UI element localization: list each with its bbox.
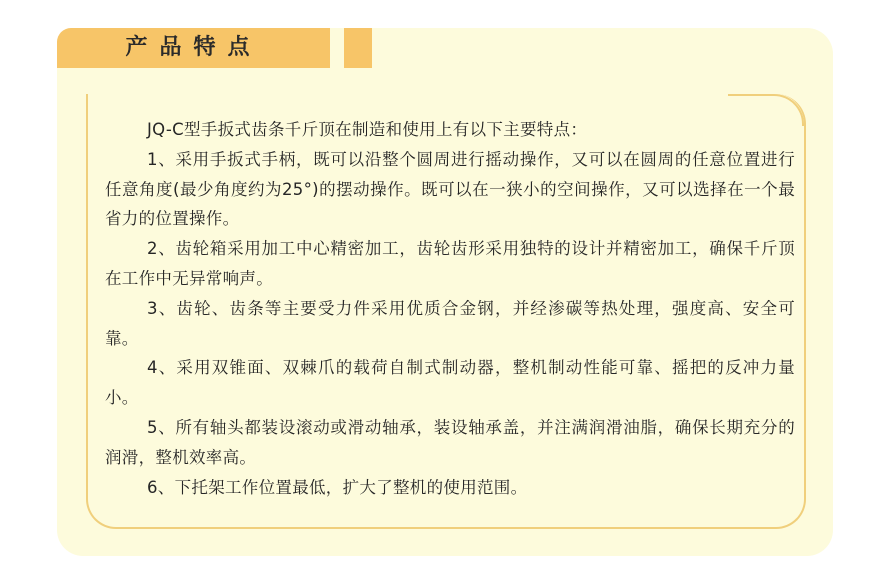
feature-point-6: 6、下托架工作位置最低，扩大了整机的使用范围。 bbox=[147, 477, 528, 497]
intro-paragraph: JQ-C型手扳式齿条千斤顶在制造和使用上有以下主要特点： bbox=[147, 120, 588, 139]
feature-text bbox=[105, 115, 795, 502]
feature-point-1: 1、采用手扳式手柄，既可以沿整个圆周进行摇动操作，又可以在圆周的任意位置进行任意角度(最少角度约为25°)的摆动操作。既可以在一狭小的空间操作，又可以选择在一个最省力的位置操作。 bbox=[105, 149, 795, 229]
feature-point-2: 2、齿轮箱采用加工中心精密加工，齿轮齿形采用独特的设计并精密加工，确保千斤顶在工作中无异常响声。 bbox=[105, 239, 795, 288]
section-title: 产品特点 bbox=[125, 35, 262, 60]
feature-point-3: 3、齿轮、齿条等主要受力件采用优质合金钢，并经渗碳等热处理，强度高、安全可靠。 bbox=[105, 298, 795, 348]
header-accent bbox=[344, 28, 372, 68]
feature-point-4: 4、采用双锥面、双棘爪的载荷自制式制动器，整机制动性能可靠、摇把的反冲力量小。 bbox=[105, 358, 795, 408]
feature-point-5: 5、所有轴头都装设滚动或滑动轴承，装设轴承盖，并注满润滑油脂，确保长期充分的润滑，整机效率高。 bbox=[105, 417, 795, 467]
